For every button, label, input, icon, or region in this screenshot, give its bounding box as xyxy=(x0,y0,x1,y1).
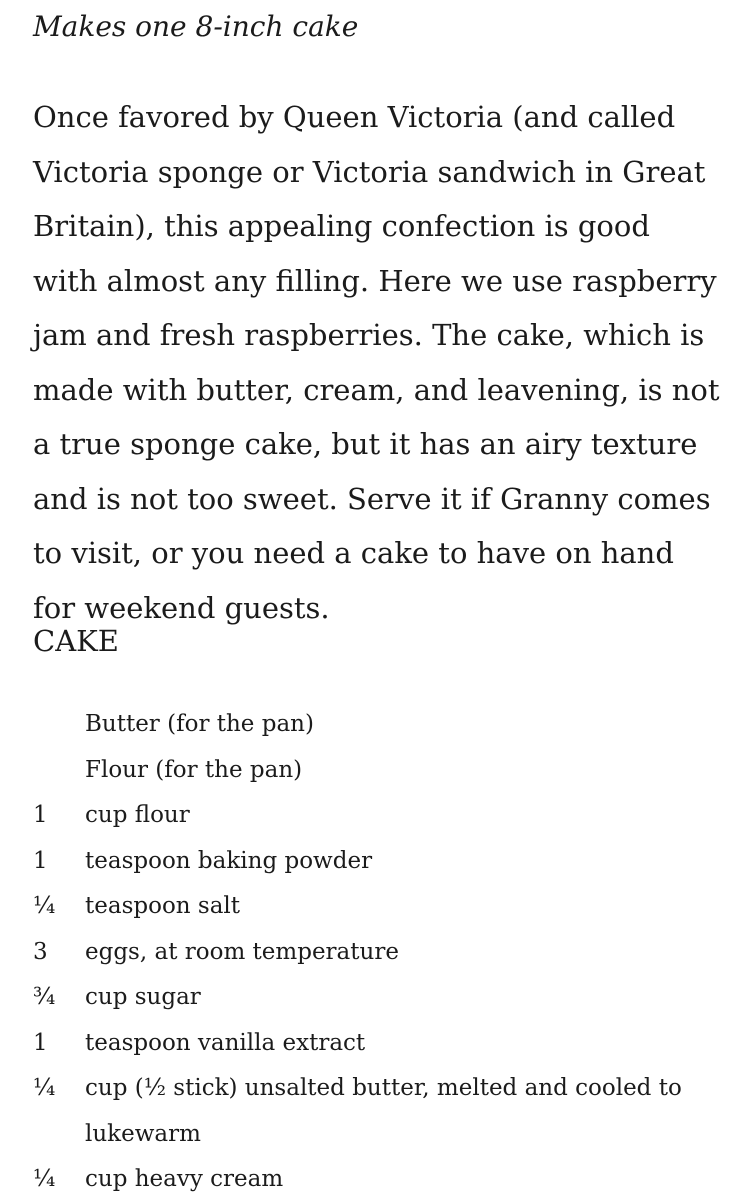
ingredient-row xyxy=(33,748,723,794)
ingredient-row xyxy=(33,1157,723,1203)
ingredient-list xyxy=(33,702,723,1203)
ingredient-row xyxy=(33,1021,723,1067)
ingredient-row xyxy=(33,884,723,930)
ingredient-name: cup (½ stick) unsalted butter, melted and cooled to lukewarm xyxy=(85,1075,682,1147)
ingredient-row xyxy=(33,975,723,1021)
ingredient-name: Flour (for the pan) xyxy=(85,756,303,783)
recipe-intro: Once favored by Queen Victoria (and called Victoria sponge or Victoria sandwich in Great Britain), this appealing confection is good with almost any filling. Here we use raspberry jam and fresh raspberries. The cake, which is made with butter, cream, and leavening, is not a true sponge cake, but it has an airy texture and is not too sweet. Serve it if Granny comes to visit, or you need a cake to have on hand for weekend guests. xyxy=(33,100,720,625)
ingredient-quantity: 1 xyxy=(33,847,48,874)
ingredient-quantity: 1 xyxy=(33,802,48,828)
ingredient-row xyxy=(33,839,723,885)
ingredient-quantity: 3 xyxy=(33,938,48,965)
ingredient-name: cup flour xyxy=(85,802,190,828)
ingredient-quantity: ¼ xyxy=(33,893,56,919)
ingredient-name: teaspoon vanilla extract xyxy=(85,1029,366,1056)
section-heading-cake: CAKE xyxy=(33,624,119,658)
ingredient-name: teaspoon baking powder xyxy=(85,847,373,874)
ingredient-name: Butter (for the pan) xyxy=(85,711,314,737)
ingredient-name: cup sugar xyxy=(85,984,201,1010)
ingredient-quantity: ¾ xyxy=(33,984,56,1010)
ingredient-name: teaspoon salt xyxy=(85,893,241,919)
ingredient-quantity: 1 xyxy=(33,1029,48,1056)
ingredient-quantity: ¼ xyxy=(33,1166,56,1192)
ingredient-row xyxy=(33,930,723,976)
ingredient-row xyxy=(33,702,723,748)
ingredient-name: cup heavy cream xyxy=(85,1166,284,1192)
ingredient-row xyxy=(33,793,723,839)
recipe-yield: Makes one 8-inch cake xyxy=(33,10,359,43)
ingredient-row xyxy=(33,1066,723,1157)
ingredient-quantity: ¼ xyxy=(33,1075,56,1101)
ingredient-name: eggs, at room temperature xyxy=(85,938,399,965)
